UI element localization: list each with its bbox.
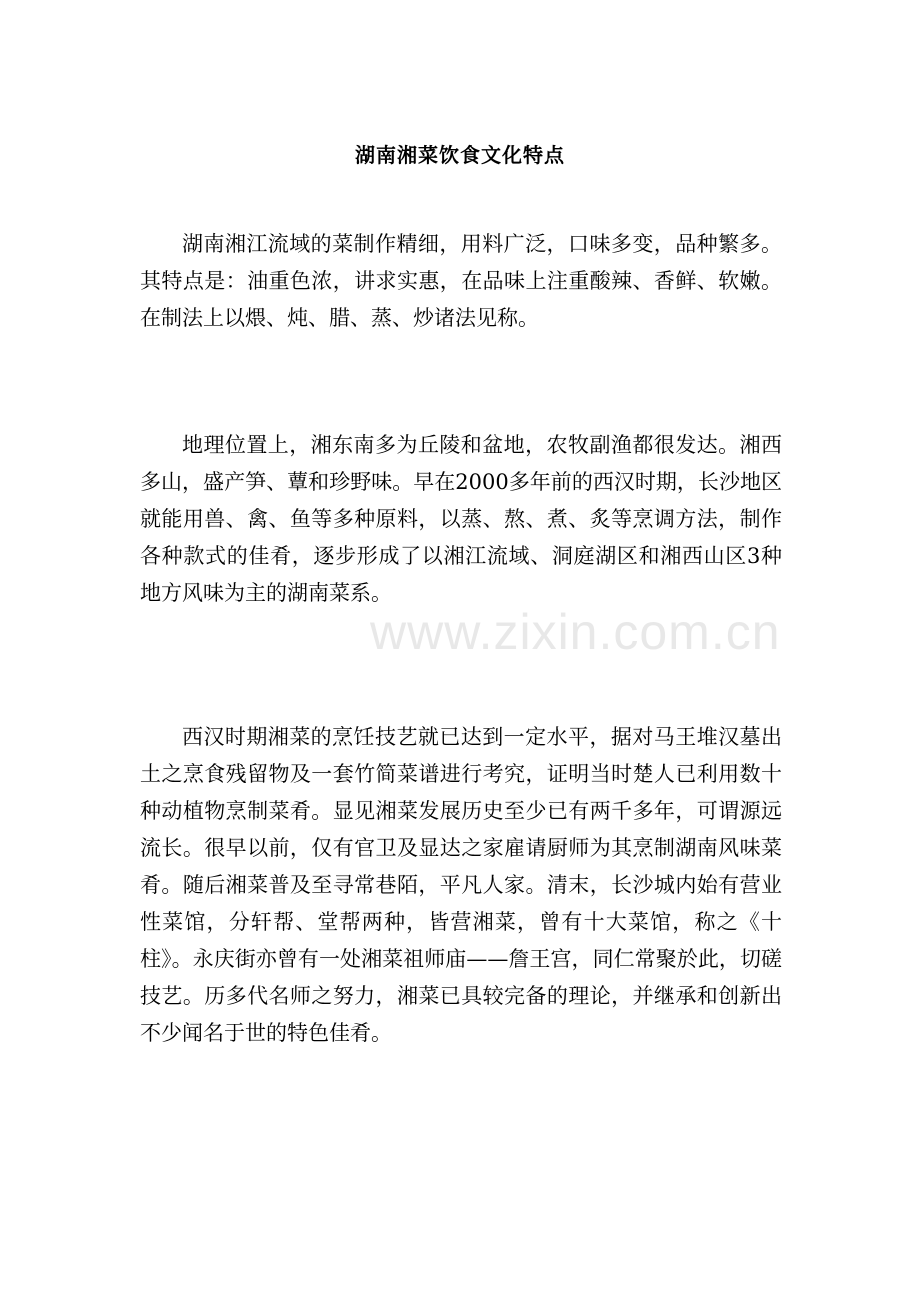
paragraph-1: 湖南湘江流域的菜制作精细，用料广泛，口味多变，品种繁多。其特点是：油重色浓，讲求实惠，在品味上注重酸辣、香鲜、软嫩。在制法上以煨、炖、腊、蒸、炒诸法见称。 bbox=[140, 232, 782, 330]
watermark: www.zixin.com.cn bbox=[370, 604, 781, 660]
paragraph-2: 地理位置上，湘东南多为丘陵和盆地，农牧副渔都很发达。湘西多山，盛产笋、蕈和珍野味。早在2000多年前的西汉时期，长沙地区就能用兽、禽、鱼等多种原料，以蒸、熬、煮、炙等烹调方法，制作各种款式的佳肴，逐步形成了以湘江流域、洞庭湖区和湘西山区3种地方风味为主的湖南菜系。 bbox=[140, 433, 782, 605]
paragraph-3: 西汉时期湘菜的烹饪技艺就已达到一定水平，据对马王堆汉墓出土之烹食残留物及一套竹简菜谱进行考究，证明当时楚人已利用数十种动植物烹制菜肴。显见湘菜发展历史至少已有两千多年，可谓源远流长。很早以前，仅有官卫及显达之家雇请厨师为其烹制湖南风味菜肴。随后湘菜普及至寻常巷陌，平凡人家。清末，长沙城内始有营业性菜馆，分轩帮、堂帮两种，皆营湘菜，曾有十大菜馆，称之《十柱》。永庆街亦曾有一处湘菜祖师庙——詹王宫，同仁常聚於此，切磋技艺。历多代名师之努力，湘菜已具较完备的理论，并继承和创新出不少闻名于世的特色佳肴。 bbox=[140, 725, 782, 1045]
document-title: 湖南湘菜饮食文化特点 bbox=[355, 143, 565, 167]
